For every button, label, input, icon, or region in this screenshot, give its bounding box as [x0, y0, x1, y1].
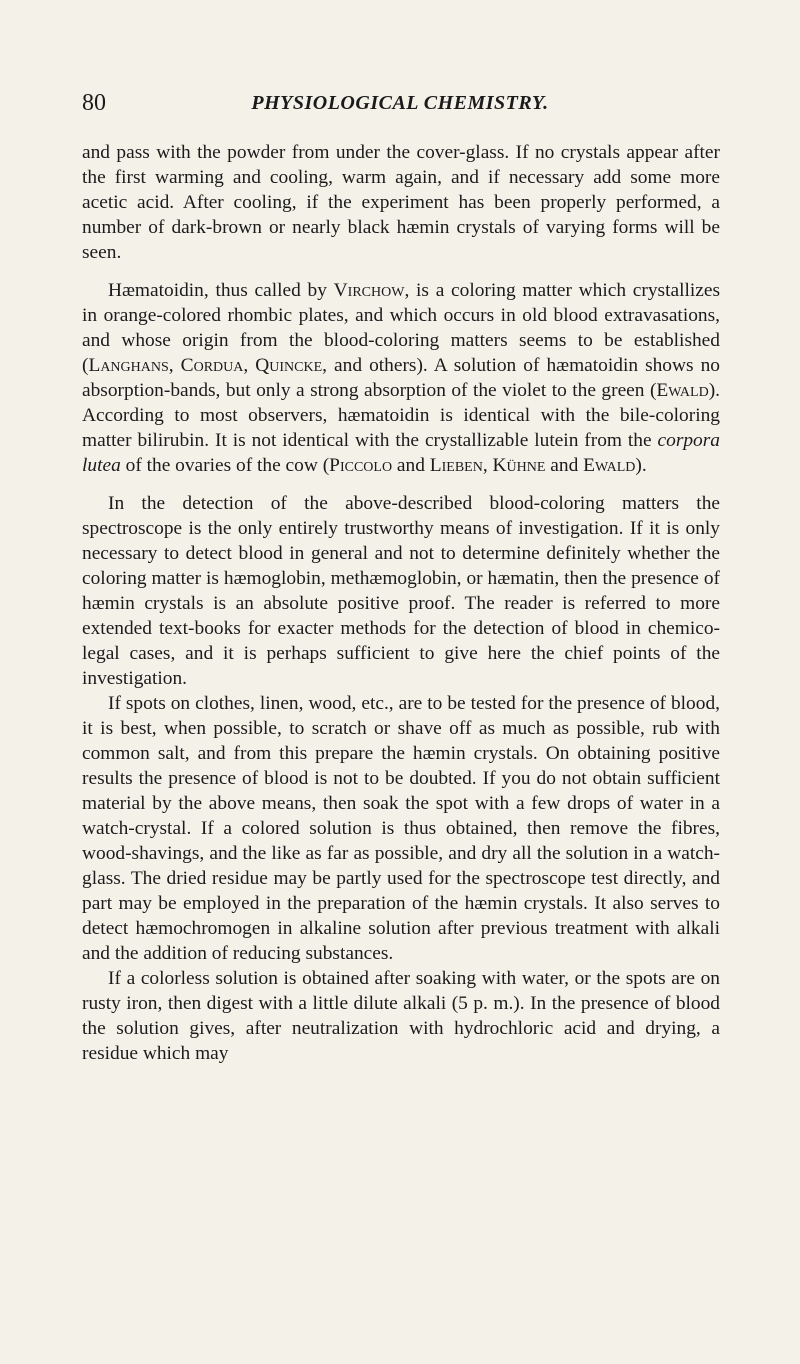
paragraph-2-text: , and others). A solution of hæmatoidin shows no absorption-bands, but only a strong absorption of the violet to the green (: [82, 355, 720, 401]
body-text: [82, 140, 720, 1066]
author-name: Cordua: [180, 355, 244, 376]
paragraph-2-text: Hæmatoidin, thus called by: [108, 280, 334, 301]
paragraph-2-text: ,: [482, 455, 493, 476]
latin-term: corpora lutea: [82, 430, 720, 476]
running-title: PHYSIOLOGICAL CHEMISTRY.: [251, 92, 549, 114]
author-name: Lieben: [429, 455, 483, 476]
paragraph-2-text: of the ovaries of the cow (: [120, 455, 330, 476]
author-name: Kühne: [492, 455, 546, 476]
page-number: 80: [82, 90, 106, 116]
paragraph-1: and pass with the powder from under the cover-glass. If no crystals appear after the first warming and cooling, warm again, and if necessary add some more acetic acid. After cooling, if the experiment has been properly performed, a number of dark-brown or nearly black hæmin crystals of varying forms will be seen.: [82, 142, 720, 263]
paragraph-2-text: , is a coloring matter which crystallizes in orange-colored rhombic plates, and which occurs in old blood extravasations, and whose origin from the blood-coloring matters seems to be established (: [82, 280, 720, 376]
paragraph-2-text: ).: [635, 455, 647, 476]
paragraph-2-text: and: [392, 455, 430, 476]
paragraph-4: If spots on clothes, linen, wood, etc., are to be tested for the presence of blood, it is best, when possible, to scratch or shave off as much as possible, rub with common salt, and from this prepare the hæmin crystals. On obtaining positive results the presence of blood is not to be doubted. If you do not obtain sufficient material by the above means, then soak the spot with a few drops of water in a watch-crystal. If a colored solution is thus obtained, then remove the fibres, wood-shavings, and the like as far as possible, and dry all the solution in a watch-glass. The dried residue may be partly used for the spectroscope test directly, and part may be employed in the preparation of the hæmin crystals. It also serves to detect hæmochromogen in alkaline solution after previous treatment with alkali and the addition of reducing substances.: [82, 693, 720, 964]
page-header: [82, 88, 718, 118]
author-name: Quincke: [255, 355, 323, 376]
author-name: Langhans: [88, 355, 169, 376]
author-name: Ewald: [656, 380, 709, 401]
author-name: Virchow: [333, 280, 405, 301]
paragraph-2-text: ). According to most observers, hæmatoidin is identical with the bile-coloring matter bilirubin. It is not identical with the crystallizable lutein from the: [82, 380, 720, 451]
paragraph-2: [82, 278, 720, 478]
author-name: Ewald: [583, 455, 636, 476]
author-name: Piccolo: [329, 455, 393, 476]
paragraph-2-text: and: [545, 455, 584, 476]
paragraph-2-text: ,: [168, 355, 181, 376]
paragraph-3: In the detection of the above-described blood-coloring matters the spectroscope is the only entirely trustworthy means of investigation. If it is only necessary to detect blood in general and not to determine definitely whether the coloring matter is hæmoglobin, methæmoglobin, or hæmatin, then the presence of hæmin crystals is an absolute positive proof. The reader is referred to more extended text-books for exacter methods for the detection of blood in chemico-legal cases, and it is perhaps sufficient to give here the chief points of the investigation.: [82, 493, 720, 689]
paragraph-2-text: ,: [243, 355, 256, 376]
paragraph-5: If a colorless solution is obtained after soaking with water, or the spots are on rusty iron, then digest with a little dilute alkali (5 p. m.). In the presence of blood the solution gives, after neutralization with hydrochloric acid and drying, a residue which may: [82, 968, 720, 1064]
